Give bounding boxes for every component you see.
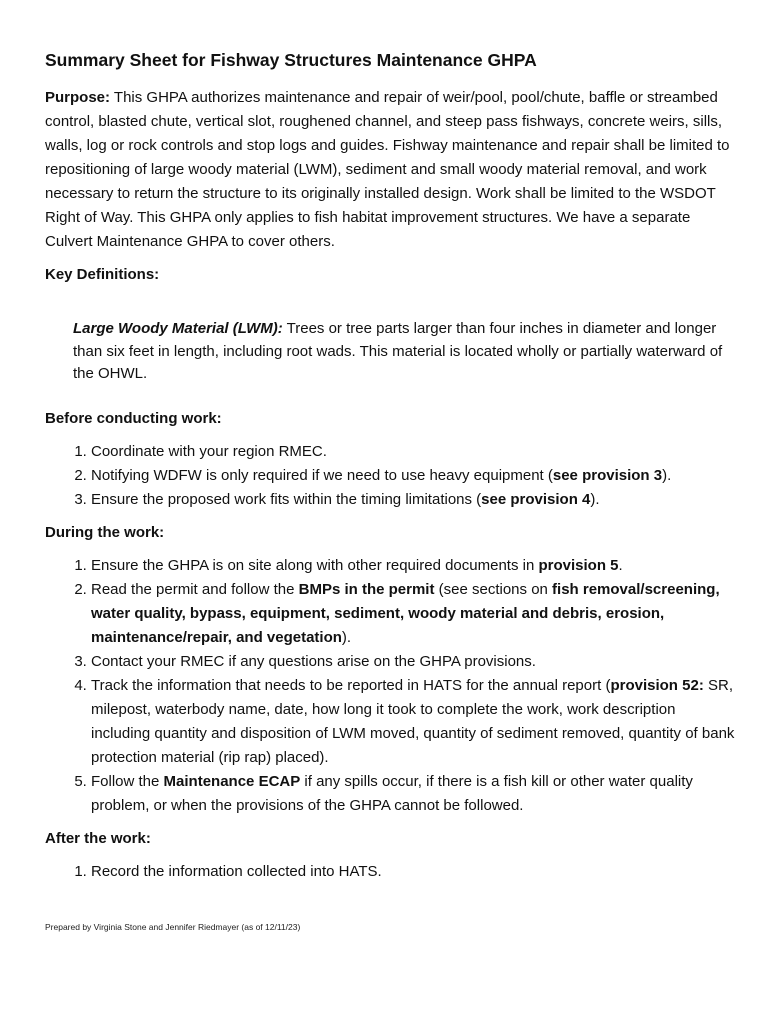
list-item: 1. Record the information collected into HATS. [91, 860, 735, 884]
key-definitions-heading: Key Definitions: [45, 266, 160, 283]
during-work-list [45, 554, 735, 818]
after-work-list [45, 860, 735, 884]
during-work-heading: During the work: [45, 523, 165, 541]
document-page [45, 48, 735, 884]
list-item: 1. Ensure the GHPA is on site along with other required documents in provision 5. [91, 554, 735, 578]
purpose-paragraph [45, 86, 735, 254]
prepared-by-footer: Prepared by Virginia Stone and Jennifer Riedmayer (as of 12/11/23) [45, 922, 301, 932]
lwm-definition [73, 318, 733, 386]
after-work-heading: After the work: [45, 829, 151, 847]
lwm-definition-text: Trees or tree parts larger than four inches in diameter and longer than six feet in length, including root wads. This material is located wholly or partially waterward of the OHWL. [73, 320, 723, 382]
purpose-label: Purpose: [45, 89, 111, 106]
page-title: Summary Sheet for Fishway Structures Maintenance GHPA [45, 50, 537, 70]
list-item: 4. Track the information that needs to be reported in HATS for the annual report (provision 52: SR, milepost, waterbody name, date, how long it took to complete the work, work description including quantity and disposition of LWM moved, quantity of sediment removed, quantity of bank protection material (rip rap) placed). [91, 674, 735, 770]
lwm-term: Large Woody Material (LWM): [73, 320, 283, 337]
list-item: 3. Ensure the proposed work fits within the timing limitations (see provision 4). [91, 488, 735, 512]
list-item: 2. Read the permit and follow the BMPs in the permit (see sections on fish removal/screening, water quality, bypass, equipment, sediment, woody material and debris, erosion, maintenance/repair, and vegetation). [91, 578, 735, 650]
list-item: 2. Notifying WDFW is only required if we need to use heavy equipment (see provision 3). [91, 464, 735, 488]
before-work-heading: Before conducting work: [45, 409, 222, 427]
before-work-list [45, 440, 735, 512]
purpose-text: This GHPA authorizes maintenance and repair of weir/pool, pool/chute, baffle or streambed control, blasted chute, vertical slot, roughened channel, and steep pass fishways, concrete weirs, sills, walls, log or rock controls and stop logs and guides. Fishway maintenance and repair shall be limited to repositioning of large woody material (LWM), sediment and small woody material removal, and work necessary to return the structure to its originally installed design. Work shall be limited to the WSDOT Right of Way. This GHPA only applies to fish habitat improvement structures. We have a separate Culvert Maintenance GHPA to cover others. [45, 89, 730, 250]
list-item: 1. Coordinate with your region RMEC. [91, 440, 735, 464]
list-item: 3. Contact your RMEC if any questions arise on the GHPA provisions. [91, 650, 735, 674]
list-item: 5. Follow the Maintenance ECAP if any spills occur, if there is a fish kill or other water quality problem, or when the provisions of the GHPA cannot be followed. [91, 770, 735, 818]
